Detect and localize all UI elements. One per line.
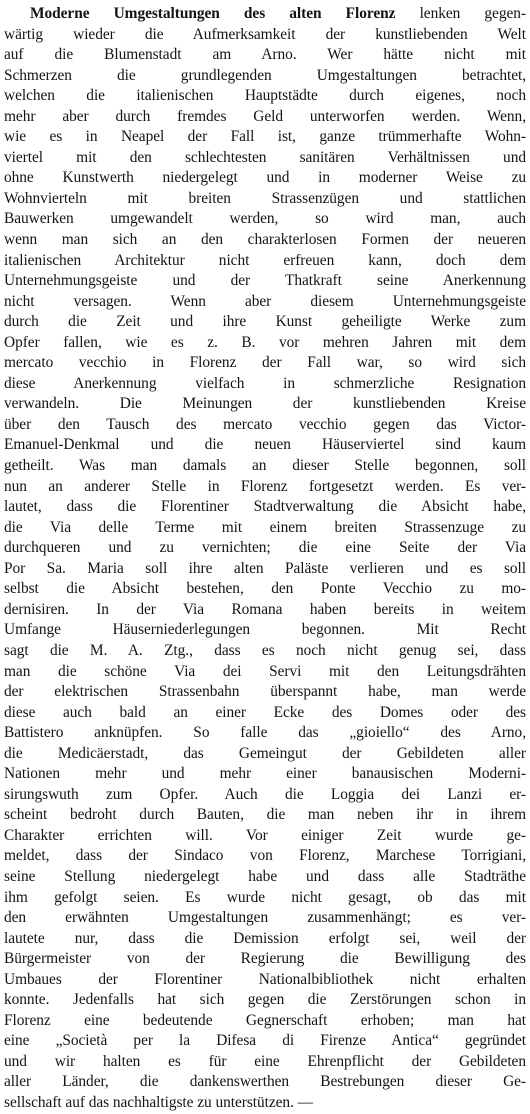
article-line: Por Sa. Maria soll ihre alten Paläste verlieren und es soll: [4, 559, 526, 577]
article-line: diese auch bald an einer Ecke des Domes oder des: [4, 703, 526, 721]
article-line: Wohnvierteln mit breiten Strassenzügen und stattlichen: [4, 189, 526, 207]
article-line: scheint bedroht durch Bauten, die man neben ihr in ihrem: [4, 806, 526, 824]
article-line: Umbaues der Florentiner Nationalbibliothek nicht erhalten: [4, 970, 526, 988]
article-line: dernisiren. In der Via Romana haben bereits in weitem: [4, 600, 526, 618]
article-line: nun an anderer Stelle in Florenz fortgesetzt werden. Es ver-: [4, 477, 526, 495]
article-line: wie es in Neapel der Fall ist, ganze trümmerhafte Wohn-: [4, 128, 526, 146]
article-line: eine „Società per la Difesa di Firenze Antica“ gegründet: [4, 1032, 526, 1050]
article-line: getheilt. Was man damals an dieser Stelle begonnen, soll: [4, 457, 526, 475]
article-line: sirungswuth zum Opfer. Auch die Loggia dei Lanzi er-: [4, 785, 526, 803]
article-line: die Via delle Terme mit einem breiten Strassenzuge zu: [4, 518, 526, 536]
article-line: durch die Zeit und ihre Kunst geheiligte Werke zum: [4, 313, 526, 331]
article-line: ihm gefolgt seien. Es wurde nicht gesagt, ob das mit: [4, 888, 526, 906]
article-line: aller Länder, die dankenswerthen Bestrebungen dieser Ge-: [4, 1073, 526, 1091]
article-line: lenken gegen-: [395, 5, 526, 22]
article-line: Bürgermeister von der Regierung die Bewilligung des: [4, 950, 526, 968]
article-line: auf die Blumenstadt am Arno. Wer hätte nicht mit: [4, 46, 526, 64]
article-line: Battistero anknüpfen. So falle das „gioiello“ des Arno,: [4, 724, 526, 742]
article-line: verwandeln. Die Meinungen der kunstliebenden Kreise: [4, 395, 526, 413]
article-first-line: [4, 4, 526, 25]
article-line: Emanuel-Denkmal und die neuen Häuserviertel sind kaum: [4, 436, 526, 454]
article-line: Nationen mehr und mehr einer banausischen Moderni-: [4, 765, 526, 783]
article-line: lautete nur, dass die Demission erfolgt sei, weil der: [4, 929, 526, 947]
article-line: Bauwerken umgewandelt werden, so wird man, auch: [4, 210, 526, 228]
article-line: Schmerzen die grundlegenden Umgestaltungen betrachtet,: [4, 66, 526, 84]
article-line: Unternehmungsgeiste und der Thatkraft seine Anerkennung: [4, 272, 526, 290]
article: [4, 4, 526, 1114]
article-headline: Moderne Umgestaltungen des alten Florenz: [30, 5, 396, 22]
article-line: diese Anerkennung vielfach in schmerzliche Resignation: [4, 374, 526, 392]
article-line: meldet, dass der Sindaco von Florenz, Marchese Torrigiani,: [4, 847, 526, 865]
article-line: die Medicäerstadt, das Gemeingut der Gebildeten aller: [4, 744, 526, 762]
article-line: seine Stellung niedergelegt habe und dass alle Stadträthe: [4, 867, 526, 885]
article-line: sellschaft auf das nachhaltigste zu unterstützen. —: [4, 1093, 314, 1111]
article-line: viertel mit den schlechtesten sanitären Verhältnissen und: [4, 148, 526, 166]
article-line: den erwähnten Umgestaltungen zusammenhängt; es ver-: [4, 909, 526, 927]
article-line: lautet, dass die Florentiner Stadtverwaltung die Absicht habe,: [4, 498, 526, 516]
article-line: Umfange Häuserniederlegungen begonnen. Mit Recht: [4, 621, 526, 639]
article-line: mercato vecchio in Florenz der Fall war, so wird sich: [4, 354, 526, 372]
article-line: sagt die M. A. Ztg., dass es noch nicht genug sei, dass: [4, 641, 526, 659]
article-line: man die schöne Via dei Servi mit den Leitungsdrähten: [4, 662, 526, 680]
article-line: italienischen Architektur nicht erfreuen kann, doch dem: [4, 251, 526, 269]
article-line: selbst die Absicht bestehen, den Ponte Vecchio zu mo-: [4, 580, 526, 598]
article-line: und wir halten es für eine Ehrenpflicht der Gebildeten: [4, 1052, 526, 1070]
article-line: über den Tausch des mercato vecchio gegen das Victor-: [4, 415, 526, 433]
article-line: der elektrischen Strassenbahn überspannt habe, man werde: [4, 683, 526, 701]
article-line: mehr aber durch fremdes Geld unterworfen werden. Wenn,: [4, 107, 526, 125]
article-line: Charakter errichten will. Vor einiger Zeit wurde ge-: [4, 826, 526, 844]
article-line: welchen die italienischen Hauptstädte durch eigenes, noch: [4, 87, 526, 105]
article-line: wenn man sich an den charakterlosen Formen der neueren: [4, 231, 526, 249]
article-line: konnte. Jedenfalls hat sich gegen die Zerstörungen schon in: [4, 991, 526, 1009]
article-line: ohne Kunstwerth niedergelegt und in moderner Weise zu: [4, 169, 526, 187]
article-line: Florenz eine bedeutende Gegnerschaft erhoben; man hat: [4, 1011, 526, 1029]
article-line: nicht versagen. Wenn aber diesem Unternehmungsgeiste: [4, 292, 526, 310]
article-line: wärtig wieder die Aufmerksamkeit der kunstliebenden Welt: [4, 25, 526, 43]
article-line: durchqueren und zu vernichten; die eine Seite der Via: [4, 539, 526, 557]
article-line: Opfer fallen, wie es z. B. vor mehren Jahren mit dem: [4, 333, 526, 351]
